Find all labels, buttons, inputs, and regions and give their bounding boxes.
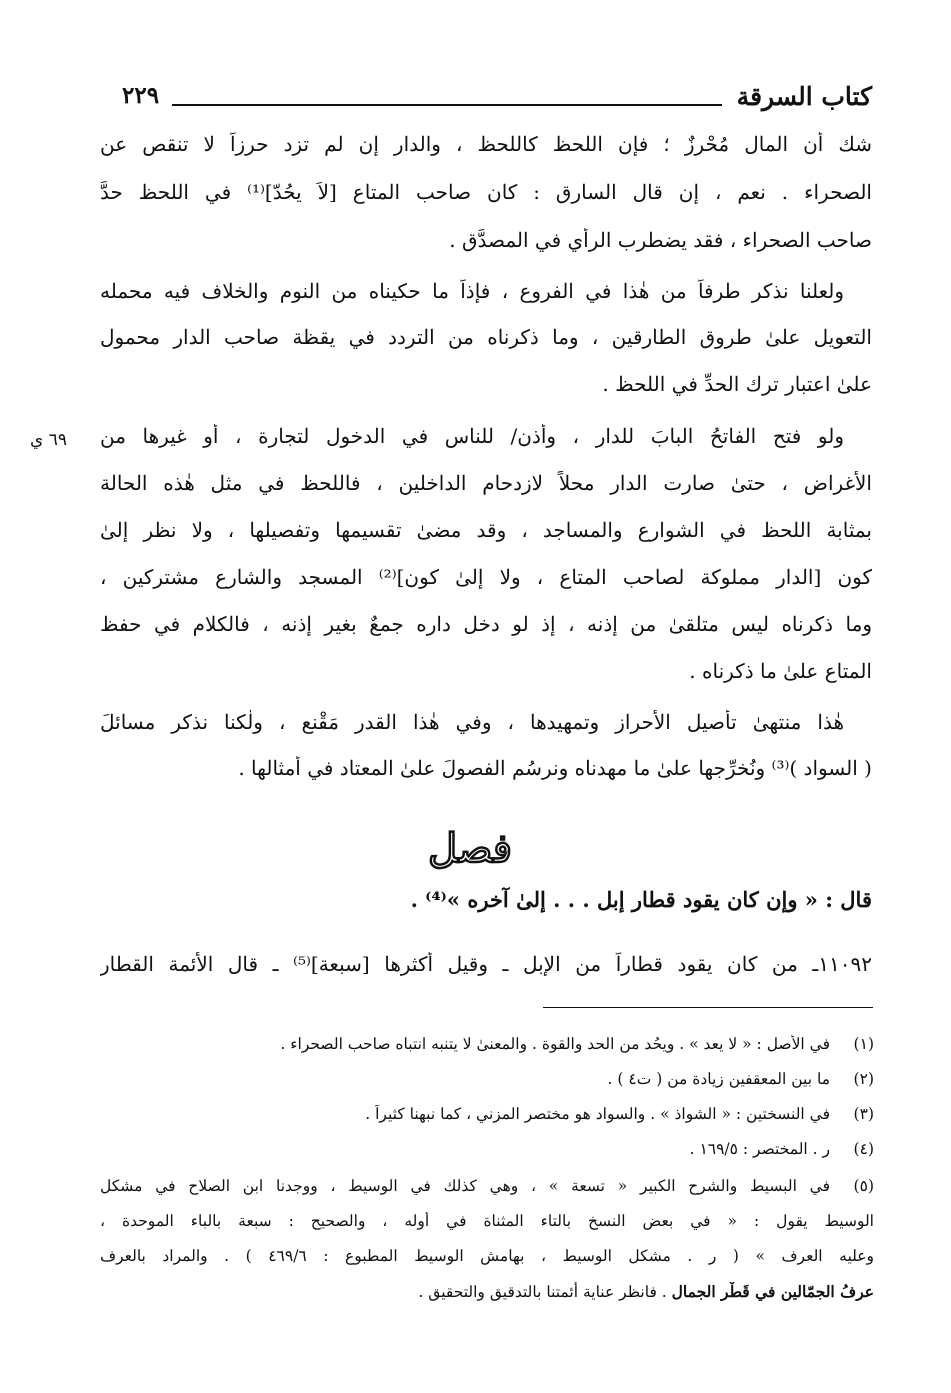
chapter-title: كتاب السرقة xyxy=(736,82,872,111)
footnote-number: (١) xyxy=(853,1035,874,1053)
body-line: علىٰ اعتبار ترك الحدِّ في اللحظ . xyxy=(602,372,872,396)
footnote-text: في النسختين : « الشواذ » . والسواد هو مختصر المزني ، كما نبهنا كثيراً . xyxy=(365,1105,830,1123)
footnote xyxy=(100,1140,874,1158)
footnote-separator xyxy=(543,1007,873,1008)
footnote-number: (٢) xyxy=(853,1070,874,1088)
running-header xyxy=(100,82,872,122)
footnote-text: في البسيط والشرح الكبير « تسعة » ، وهي كذلك في الوسيط ، ووجدنا ابن الصلاح في مشكل xyxy=(100,1177,830,1195)
footnote-text: ر . المختصر : ١٦٩/٥ . xyxy=(689,1140,830,1158)
footnote-continuation xyxy=(100,1282,874,1301)
footnote-number: (٥) xyxy=(853,1177,874,1195)
body-line: شك أن المال مُحْرزٌ ؛ فإن اللحظ كاللحظ ، والدار إن لم تزد حرزاً لا تنقص عن xyxy=(100,132,872,156)
footnote xyxy=(100,1177,874,1195)
body-line: التعويل علىٰ طروق الطارقين ، وما ذكرناه من التردد في يقظة صاحب الدار محمول xyxy=(100,325,872,349)
page-number: ٢٢٩ xyxy=(122,82,160,109)
body-line: كون [الدار مملوكة لصاحب المتاع ، ولا إلىٰ كون]⁽²⁾ المسجد والشارع مشتركين ، xyxy=(100,565,872,589)
body-line: الأغراض ، حتىٰ صارت الدار محلاً لازدحام الداخلين ، فاللحظ في مثل هٰذه الحالة xyxy=(100,471,872,495)
body-line: وما ذكرناه ليس متلقىٰ من إذنه ، إذ لو دخل داره جمعٌ بغير إذنه ، فالكلام في حفظ xyxy=(100,612,872,636)
body-line: ( السواد )⁽³⁾ ونُخرِّجها علىٰ ما مهدناه ونرسُم الفصولَ علىٰ المعتاد في أمثالها . xyxy=(238,756,872,780)
footnote xyxy=(100,1070,874,1088)
footnote-number: (٤) xyxy=(853,1140,874,1158)
footnote-text: في الأصل : « لا يعد » . ويحُد من الحد والقوة . والمعنىٰ لا يتنبه انتباه صاحب الصحراء . xyxy=(280,1035,830,1053)
body-line: ولعلنا نذكر طرفاً من هٰذا في الفروع ، فإذاً ما حكيناه من النوم والخلاف فيه محمله xyxy=(100,279,844,303)
footnote xyxy=(100,1105,874,1123)
footnote-number: (٣) xyxy=(853,1105,874,1123)
section-heading: فصل xyxy=(427,825,513,872)
footnote xyxy=(100,1035,874,1053)
header-rule xyxy=(172,104,722,106)
footnote-text: . فانظر عناية أئمتنا بالتدقيق والتحقيق . xyxy=(418,1283,672,1301)
body-line: بمثابة اللحظ في الشوارع والمساجد ، وقد مضىٰ تقسيمها وتفصيلها ، ولا نظر إلىٰ xyxy=(100,518,872,542)
section-heading-calligraphy xyxy=(400,818,540,882)
footnote-continuation: وعليه العرف » ( ر . مشكل الوسيط ، بهامش الوسيط المطبوع : ٤٦٩/٦ ) . والمراد بالعرف xyxy=(100,1247,874,1265)
body-line: صاحب الصحراء ، فقد يضطرب الرأي في المصدَّق . xyxy=(449,228,872,252)
quoted-text: قال : « وإن كان يقود قطار إبل . . . إلىٰ آخره »⁽⁴⁾ . xyxy=(410,887,872,912)
body-line: الصحراء . نعم ، إن قال السارق : كان صاحب المتاع [لاَ يحُدّ]⁽¹⁾ في اللحظ حدَّ xyxy=(100,180,872,204)
footnote-continuation: الوسيط يقول : « في بعض النسخ بالتاء المثناة في أوله ، والصحيح : سبعة بالباء الموحدة ، xyxy=(100,1212,874,1230)
issue-line: ١١٠٩٢ـ من كان يقود قطاراً من الإبل ـ وقيل أكثرها [سبعة]⁽⁵⁾ ـ قال الأئمة القطار xyxy=(100,952,872,976)
manuscript-folio-note: ٦٩ ي xyxy=(30,430,67,450)
body-line: المتاع علىٰ ما ذكرناه . xyxy=(689,659,872,683)
footnote-bold-phrase: عرفُ الجمّالين في قَطْر الجمال xyxy=(671,1282,874,1301)
body-line: هٰذا منتهىٰ تأصيل الأحراز وتمهيدها ، وفي هٰذا القدر مَقْنع ، ولٰكنا نذكر مسائلَ xyxy=(100,710,844,734)
body-line: ولو فتح الفاتحُ البابَ للدار ، وأذن/ للناس في الدخول لتجارة ، أو غيرها من xyxy=(100,424,844,448)
footnote-text: ما بين المعقفين زيادة من ( ت٤ ) . xyxy=(607,1070,830,1088)
